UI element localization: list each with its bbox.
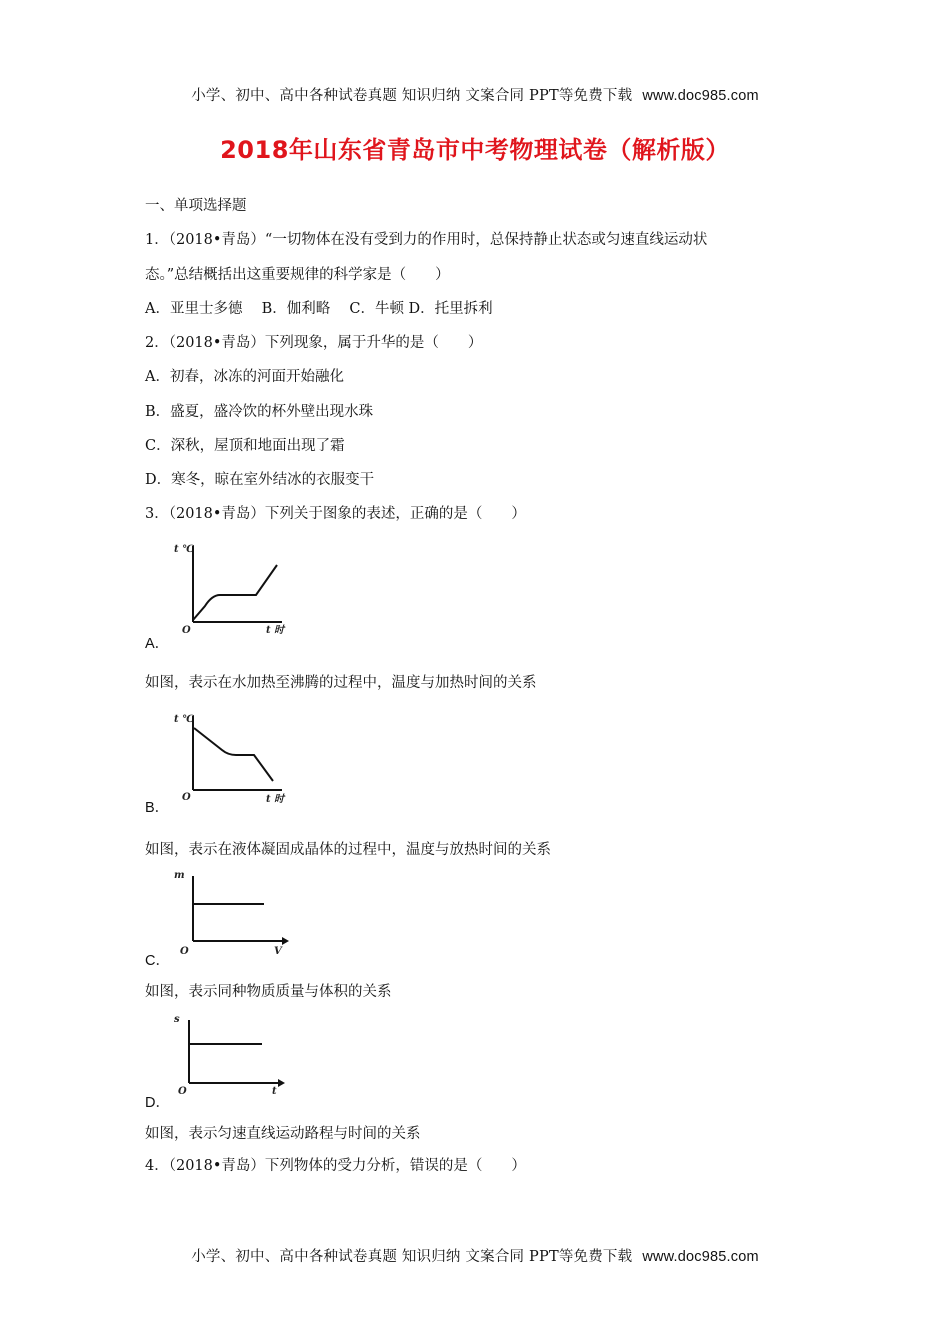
q3-stem: 3．（2018•青岛）下列关于图象的表述，正确的是（ ） <box>145 506 526 522</box>
graph-a-origin: O <box>182 625 191 636</box>
graph-c-x-label: V <box>274 946 282 956</box>
graph-b <box>170 710 300 810</box>
q2-stem: 2．（2018•青岛）下列现象，属于升华的是（ ） <box>145 335 483 351</box>
q3-option-b-desc: 如图，表示在液体凝固成晶体的过程中，温度与放热时间的关系 <box>145 842 551 858</box>
graph-d-x-label: t <box>272 1086 277 1097</box>
q3-option-a-desc: 如图，表示在水加热至沸腾的过程中，温度与加热时间的关系 <box>145 675 537 691</box>
q3-option-b-letter: B． <box>145 800 170 816</box>
q2-option-c: C．深秋，屋顶和地面出现了霜 <box>145 438 345 454</box>
q3-option-c-desc: 如图，表示同种物质质量与体积的关系 <box>145 984 392 1000</box>
graph-b-y-label: t ℃ <box>174 714 195 725</box>
q1-stem-line1: 1．（2018•青岛）“一切物体在没有受到力的作用时，总保持静止状态或匀速直线运动状 <box>145 232 708 248</box>
graph-d <box>170 1010 300 1100</box>
graph-b-curve <box>194 728 273 781</box>
page-title: 2018年山东省青岛市中考物理试卷（解析版） <box>220 136 730 164</box>
q3-option-d-letter: D． <box>145 1095 170 1111</box>
q4-stem: 4．（2018•青岛）下列物体的受力分析，错误的是（ ） <box>145 1158 526 1174</box>
q2-option-b: B．盛夏，盛冷饮的杯外壁出现水珠 <box>145 404 374 420</box>
graph-d-origin: O <box>178 1086 187 1097</box>
graph-d-y-label: s <box>174 1014 180 1025</box>
graph-a <box>170 540 300 645</box>
page-footer <box>0 1245 950 1266</box>
graph-a-curve <box>193 565 277 620</box>
q3-option-a-letter: A． <box>145 636 170 652</box>
graph-b-x-label: t 时 <box>266 794 285 805</box>
page-header <box>0 84 950 105</box>
graph-c <box>170 866 300 956</box>
q3-option-c-letter: C． <box>145 953 170 969</box>
section-heading: 一、单项选择题 <box>145 198 247 214</box>
graph-a-x-label: t 时 <box>266 625 285 636</box>
q1-stem-line2: 态。”总结概括出这重要规律的科学家是（ ） <box>145 267 450 283</box>
header-url[interactable]: www.doc985.com <box>642 88 759 104</box>
q3-option-d-desc: 如图，表示匀速直线运动路程与时间的关系 <box>145 1126 421 1142</box>
footer-text: 小学、初中、高中各种试卷真题 知识归纳 文案合同 PPT等免费下载 <box>191 1249 633 1265</box>
graph-d-x-arrow <box>278 1079 285 1087</box>
graph-c-origin: O <box>180 946 189 956</box>
q1-options: A．亚里士多德 B．伽利略 C．牛顿 D．托里拆利 <box>145 301 493 317</box>
graph-a-y-label: t ℃ <box>174 544 195 555</box>
q2-option-a: A．初春，冰冻的河面开始融化 <box>145 369 344 385</box>
q2-option-d: D．寒冬，晾在室外结冰的衣服变干 <box>145 472 375 488</box>
footer-url[interactable]: www.doc985.com <box>642 1249 759 1265</box>
header-text: 小学、初中、高中各种试卷真题 知识归纳 文案合同 PPT等免费下载 <box>191 88 633 104</box>
graph-c-x-arrow <box>282 937 289 945</box>
graph-b-origin: O <box>182 792 191 803</box>
graph-c-y-label: m <box>174 870 185 881</box>
